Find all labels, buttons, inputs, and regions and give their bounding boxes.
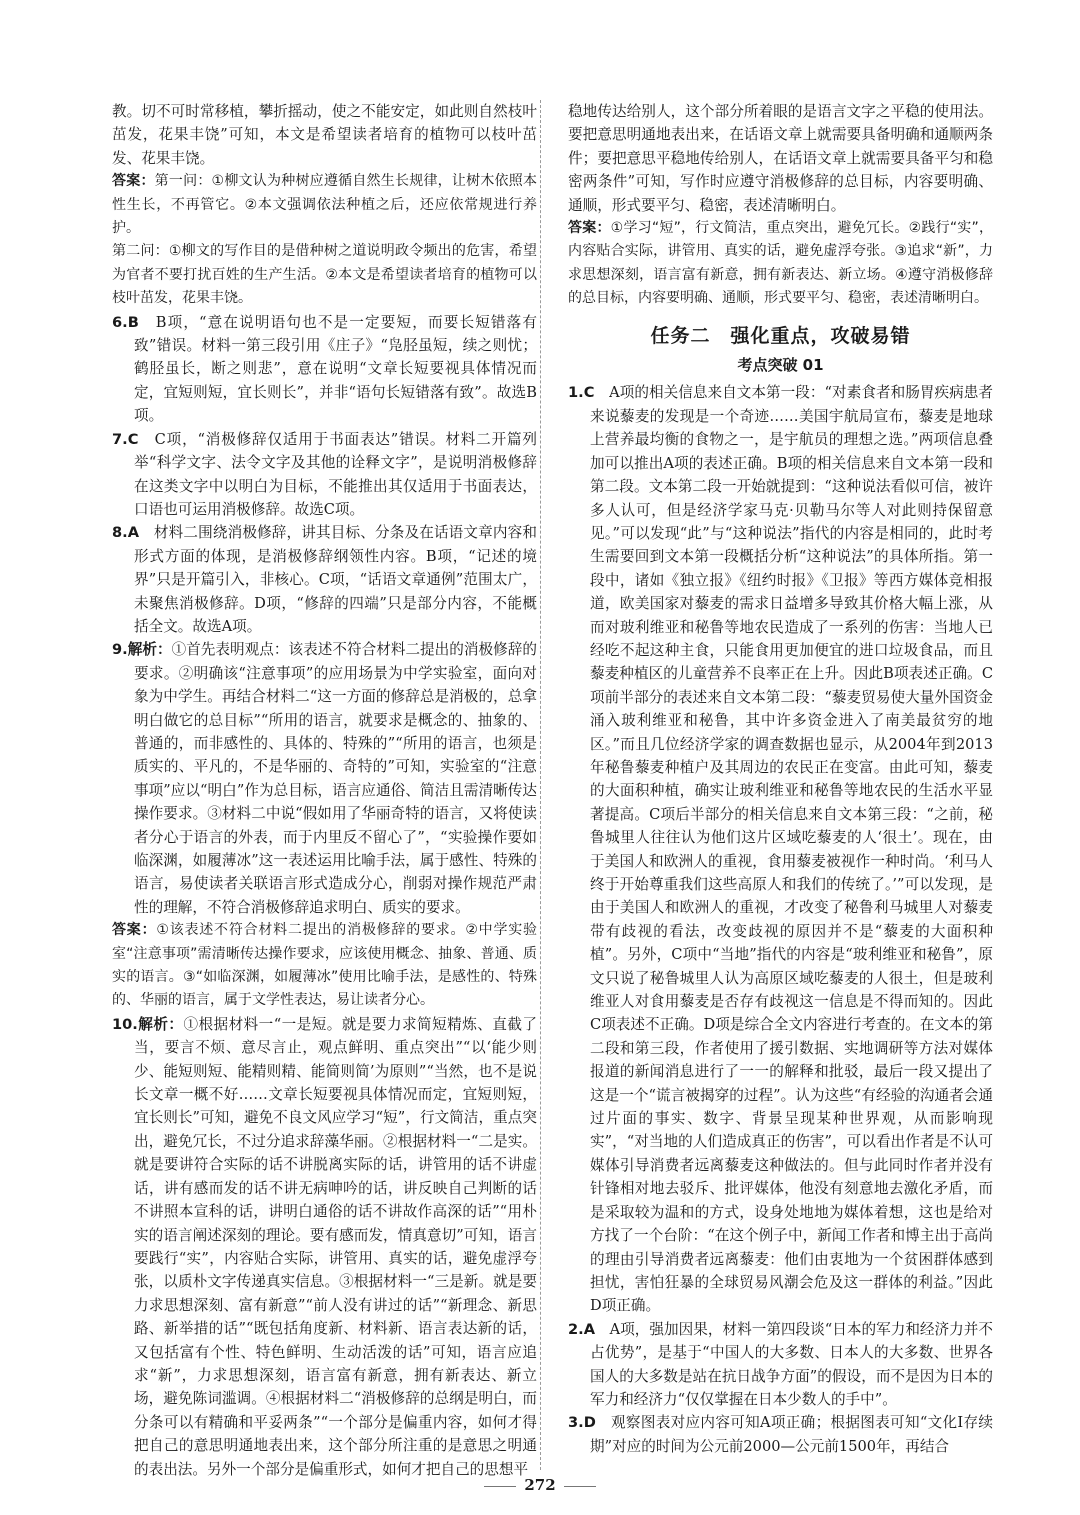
section-heading: 任务二 强化重点，攻破易错 [650,324,911,347]
item-10 [112,1013,537,1481]
item-8 [112,521,537,638]
answer-block-second: 第二问：①柳文的写作目的是借种树之道说明政令频出的危害，希望为官者不要打扰百姓的生产生活。②本文是希望读者培育的植物可以枝叶茁发，花果丰饶。 [112,243,537,307]
item-text: 材料二围绕消极修辞，讲其目标、分条及在话语文章内容和形式方面的体现，是消极修辞纲领性内容。B项，“记述的境界”只是开篇引入，非核心。C项，“话语文章通例”范围太广，未聚焦消极修辞。D项，“修辞的四端”只是部分内容，不能概括全文。故选A项。 [134,524,537,635]
item-6 [112,311,537,428]
item-text: ①根据材料一“一是短。就是要力求简短精炼、直截了当，要言不烦、意尽言止，观点鲜明、重点突出”“以‘能少则少、能短则短、能精则精、能简则简’为原则”“当然，也不是说长文章一概不好……文章长短要视具体情况而定，宜短则短，宜长则长”可知，避免不良文风应学习“短”，行文简洁，重点突出，避免冗长，不过分追求辞藻华丽。②根据材料一“二是实。就是要讲符合实际的话不讲脱离实际的话，讲管用的话不讲虚话，讲有感而发的话不讲无病呻吟的话，讲反映自己判断的话不讲照本宣科的话，讲明白通俗的话不讲故作高深的话”“用朴实的语言阐述深刻的理论。要有感而发，情真意切”可知，语言要践行“实”，内容贴合实际，讲管用、真实的话，避免虚浮夸张，以质朴文字传递真实信息。③根据材料一“三是新。就是要力求思想深刻、富有新意”“前人没有讲过的话”“新理念、新思路、新举措的话”“既包括角度新、材料新、语言表达新的话，又包括富有个性、特色鲜明、生动活泼的话”可知，语言应追求“新”，力求思想深刻，语言富有新意，拥有新表达、新立场，避免陈词滥调。④根据材料二“消极修辞的总纲是明白，而分条可以有精确和平妥两条”“一个部分是偏重内容，如何才得把自己的意思明通地表出来，这个部分所注重的是意思之明通的表出法。另外一个部分是偏重形式，如何才把自己的思想平 [134,1015,537,1478]
right-column [568,100,993,1458]
item-7 [112,428,537,522]
item-text: C项，“消极修辞仅适用于书面表达”错误。材料二开篇列举“科学文字、法令文字及其他的诠释文字”，是说明消极修辞在这类文字中以明白为目标，不能推出其仅适用于书面表达，口语也可运用消极修辞。故选C项。 [134,430,537,518]
answer-text: 第一问：①柳文认为种树应遵循自然生长规律，让树木依照本性生长，不再管它。②本文强调依法种植之后，还应依常规进行养护。 [112,173,537,237]
column-divider [540,100,541,1470]
item-text: 观察图表对应内容可知A项正确；根据图表可知“文化Ⅰ存续期”对应的时间为公元前2000—公元前1500年，再结合 [590,1414,993,1455]
item-text: A项的相关信息来自文本第一段：“对素食者和肠胃疾病患者来说藜麦的发现是一个奇迹……美国宇航局宣布，藜麦是地球上营养最均衡的食物之一，是宇航员的理想之选。”两项信息叠加可以推出A项的表述正确。B项的相关信息来自文本第一段和第二段。文本第二段一开始就提到：“这种说法看似可信，被许多人认可，但是经济学家马克·贝勒马尔等人对此则持保留意见。”可以发现“此”与“这种说法”指代的内容是相同的，此时考生需要回到文本第一段概括分析“这种说法”的具体所指。第一段中，诸如《独立报》《纽约时报》《卫报》等西方媒体竞相报道，欧美国家对藜麦的需求日益增多导致其价格大幅上涨，从而对玻利维亚和秘鲁等地农民造成了一系列的伤害：当地人已经吃不起这种主食，只能食用更加便宜的进口垃圾食品，而且藜麦种植区的儿童营养不良率正在上升。因此B项表述正确。C项前半部分的表述来自文本第二段：“藜麦贸易使大量外国资金涌入玻利维亚和秘鲁，其中许多资金进入了南美最贫穷的地区。”而且几位经济学家的调查数据也显示，从2004年到2013年秘鲁藜麦种植户及其周边的农民正在变富。由此可知，藜麦的大面积种植，确实让玻利维亚和秘鲁等地农民的生活水平显著提高。C项后半部分的相关信息来自文本第三段：“之前，秘鲁城里人往往认为他们这片区域吃藜麦的人‘很土’。现在，由于美国人和欧洲人的重视，食用藜麦被视作一种时尚。‘利马人终于开始尊重我们这些高原人和我们的传统了。’”可以发现，是由于美国人和欧洲人的重视，才改变了秘鲁利马城里人对藜麦带有歧视的看法，改变歧视的原因并不是“藜麦的大面积种植”。另外，C项中“当地”指代的内容是“玻利维亚和秘鲁”，原文只说了秘鲁城里人认为高原区域吃藜麦的人很土，但是玻利维亚人对食用藜麦是否存有歧视这一信息是不得而知的。因此C项表述不正确。D项是综合全文内容进行考查的。在文本的第二段和第三段，作者使用了援引数据、实地调研等方法对媒体报道的新闻消息进行了一一的解释和批驳，最后一段又提出了这是一个“谎言被揭穿的过程”。认为这些“有经验的沟通者会通过片面的事实、数字、背景呈现某种世界观，从而影响现实”，“对当地的人们造成真正的伤害”，可以看出作者是不认可媒体引导消费者远离藜麦这种做法的。但与此同时作者并没有针锋相对地去驳斥、批评媒体，他没有刻意地去激化矛盾，而是采取较为温和的方式，设身处地地为媒体着想，这也是给对方找了一个台阶：“在这个例子中，新闻工作者和博主出于高尚的理由引导消费者远离藜麦：他们由衷地为一个贫困群体感到担忧，害怕狂暴的全球贸易风潮会危及这一群体的利益。”因此D项正确。 [590,384,993,1315]
item-2 [568,1318,993,1412]
paragraph-continuation: 教。切不可时常移植，攀折摇动，使之不能安定，如此则自然枝叶茁发，花果丰饶”可知，本文是希望读者培育的植物可以枝叶茁发、花果丰饶。 [112,103,537,167]
answer-text: ①学习“短”，行文简洁，重点突出，避免冗长。②践行“实”，内容贴合实际，讲管用、真实的话，避免虚浮夸张。③追求“新”，力求思想深刻，语言富有新意，拥有新表达、新立场。④遵守消极修辞的总目标，内容要明确、通顺，形式要平匀、稳密，表述清晰明白。 [568,220,993,307]
item-number: 7.C [112,430,139,448]
item-number: 10. [112,1015,138,1033]
section-subheading: 考点突破 01 [737,356,824,375]
item-number: 3.D [568,1414,596,1432]
analysis-label: 解析： [137,1015,184,1033]
item-9 [112,638,537,919]
item-text: ①首先表明观点：该表述不符合材料二提出的消极修辞的要求。②明确该“注意事项”的应用场景为中学实验室，面向对象为中学生。再结合材料二“这一方面的修辞总是消极的，总拿明白做它的总目标”“所用的语言，就要求是概念的、抽象的、普通的，而非感性的、具体的、特殊的”“所用的语言，也须是质实的、平凡的，不是华丽的、奇特的”可知，实验室的“注意事项”应以“明白”作为总目标，语言应通俗、简洁且需清晰传达操作要求。③材料二中说“假如用了华丽奇特的语言，又将使读者分心于语言的外表，而于内里反不留心了”，“实验操作要如临深渊，如履薄冰”这一表述运用比喻手法，属于感性、特殊的语言，易使读者关联语言形式造成分心，削弱对操作规范严肃性的理解，不符合消极修辞追求明白、质实的要求。 [134,641,537,916]
answer-block-10 [568,217,993,311]
footer-rule-right [564,1486,596,1487]
item-number: 9. [112,641,128,659]
item-1 [568,381,993,1317]
item-number: 8.A [112,524,139,542]
answer-label: 答案： [568,220,611,237]
page-footer [0,1476,1080,1494]
paragraph-continuation: 稳地传达给别人，这个部分所着眼的是语言文字之平稳的使用法。要把意思明通地表出来，在话语文章上就需要具备明确和通顺两条件；要把意思平稳地传给别人，在话语文章上就需要具备平匀和稳密两条件”可知，写作时应遵守消极修辞的总目标，内容要明确、通顺，形式要平匀、稳密，表述清晰明白。 [568,103,993,214]
answer-label: 答案： [112,922,157,939]
item-number: 2.A [568,1320,595,1338]
left-column [112,100,537,1481]
item-number: 1.C [568,384,595,402]
page-number: 272 [524,1476,556,1494]
footer-rule-left [484,1486,516,1487]
answer-text: ①该表述不符合材料二提出的消极修辞的要求。②中学实验室“注意事项”需清晰传达操作要求，应该使用概念、抽象、普通、质实的语言。③“如临深渊，如履薄冰”使用比喻手法，是感性的、特殊的、华丽的语言，属于文学性表达，易让读者分心。 [112,922,538,1009]
item-text: A项，强加因果，材料一第四段谈“日本的军力和经济力并不占优势”，是基于“中国人的大多数、日本人的大多数、世界各国人的大多数是站在抗日战争方面”的假设，而不是因为日本的军力和经济力“仅仅掌握在日本少数人的手中”。 [590,1320,993,1408]
item-3 [568,1411,993,1458]
item-number: 6.B [112,313,139,331]
answer-label: 答案： [112,173,155,190]
answer-block [112,170,537,240]
answer-block-9 [112,919,537,1013]
analysis-label: 解析： [127,641,172,659]
item-text: B项，“意在说明语句也不是一定要短，而要长短错落有致”错误。材料一第三段引用《庄子》“凫胫虽短，续之则忧；鹤胫虽长，断之则悲”，意在说明“文章长短要视具体情况而定，宜短则短，宜长则长”，并非“语句长短错落有致”。故选B项。 [134,313,537,425]
